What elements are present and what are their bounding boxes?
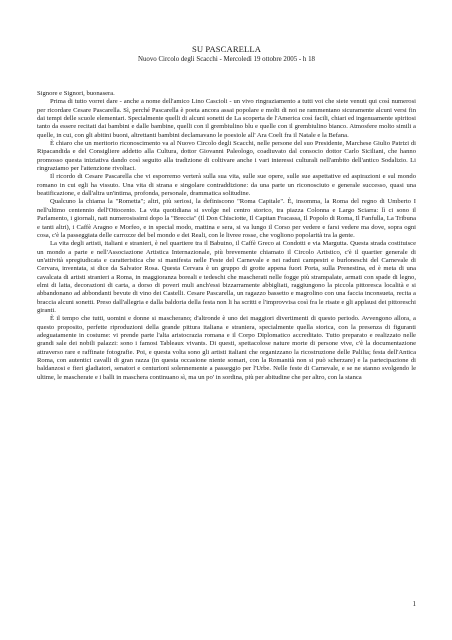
paragraph-6: È il tempo che tutti, uomini e donne si mascherano; d'altronde è uno dei maggiori divertimenti di questo periodo. Avvengono allora, a questo proposito, perfette riproduzioni della grande pittura italiana e straniera, specialmente quella storica, con la presenza di figuranti adeguatamente in costume: vi prende parte l'alta aristocrazia romana e il Corpo Diplomatico accreditato. Tutto preparato e realizzato nelle grandi sale dei nobili palazzi: sono i famosi Tableaux vivants. Di questi, spettacolose nature morte di persone vive, c'è la documentazione attraverso rare e raffinate fotografie. Poi, e questa volta sono gli artisti italiani che organizzano la ricostruzione delle Palilia; festa dell'Antica Roma, con autentici cavalli di gran razza (in questa occasione niente somari, con la Romanità non si può scherzare) e la partecipazione di baldanzosi e fieri gladiatori, senatori e centurioni solennemente a passeggio per l'Urbe. Nelle feste di Carnevale, e se ne stanno svolgendo le ultime, le mascherate e i balli in maschera continuano sì, ma un po' in sordina, più per abitudine che per altro, con la stanca [37,315,416,381]
document-title: SU PASCARELLA [191,44,262,54]
paragraph-2: È chiaro che un meritorio riconoscimento va al Nuovo Circolo degli Scacchi, nelle persone del suo Presidente, Marchese Giulio Patrizi di Ripacandida e del Consigliere addetto alla Cultura, dottor Giovanni Paleologo, coadiuvato dal consocio dottor Carlo Siciliani, che hanno promosso questa iniziativa dando così seguito alla tradizione di coltivare anche i vari interessi culturali nell'ambito dell'antico Sodalizio. Li ringraziamo per l'attenzione rivoltaci. [37,140,416,173]
paragraph-4: Qualcuno la chiama la "Rometta"; altri, più seriosi, la definiscono "Roma Capitale". È, insomma, la Roma del regno di Umberto I nell'ultimo centennio dell'Ottocento. La vita quotidiana si svolge nel centro storico, tra piazza Colonna e Largo Sciarra: lì ci sono il Parlamento, i giornali, nati numerosissimi dopo la "Breccia" (Il Don Chisciotte, Il Capitan Fracassa, Il Popolo di Roma, Il Fanfulla, La Tribuna e tanti altri), i Caffè Aragno e Morfeo, e in special modo, mattina e sera, si va lungo il Corso per vedere e farsi vedere ma dove, sopra ogni cosa, c'è la passeggiata delle carrozze del bel mondo e dei Reali, con le livree rosse, che vogliono popolarità tra la gente. [37,198,416,239]
document-body [37,90,416,382]
page-number: 1 [412,600,416,608]
paragraph-5: La vita degli artisti, italiani e stranieri, è nel quartiere tra il Babuino, il Caffè Greco ai Condotti e via Margutta. Questa strada costituisce un mondo a parte e nell'Associazione Artistica Internazionale, più brevemente chiamato il Circolo Artistico, c'è il quartier generale di un'attività spregiudicata e caratteristica che si manifesta nelle Feste del Carnevale e nei raduni campestri e burloneschi del Carnevale di Cervara, inventata, si dice da Salvator Rosa. Questa Cervara è un gruppo di grotte appena fuori Porta, sulla Prenestina, ed è meta di una cavalcata di artisti stranieri a Roma, in maggioranza boreali e tedeschi che mascherati nelle fogge più strampalate, armati con spade di legno, elmi di latta, decorazioni di carta, a dorso di poveri muli anch'essi bizzarramente abbigliati, raggiungono la piccola pittoresca località e si abbandonano ad abbondanti bevute di vino dei Castelli. Cesare Pascarella, un ragazzo bassetto e magrolino con una faccia inconsueta, recita a braccia alcuni sonetti. Preso dall'allegria e dalla baldoria della festa non li ha scritti e l'improvvisa così fra le risate e gli applausi dei pittoreschi giranti. [37,240,416,314]
paragraph-1: Prima di tutto vorrei dare - anche a nome dell'amico Lino Cascioli - un vivo ringraziamento a tutti voi che siete venuti qui così numerosi per ricordare Cesare Pascarella. Sì, perché Pascarella è poeta ancora assai popolare e molti di noi ne rammentano sicuramente alcuni versi fin dai tempi delle scuole elementari. Specialmente quelli di alcuni sonetti de La scoperta de l'America così facili, chiari ed ingenuamente spiritosi tanto da essere recitati dai bambini e dalle bambine, quelli con il grembiulino blu e quelle con il grembiulino bianco. Atmosfere molto simili a quelle, in cui, con gli abitini buoni, altrettanti bambini declamavano le poesiole all' Ara Coeli fra il Natale e la Befana. [37,98,416,139]
paragraph-3: Il ricordo di Cesare Pascarella che vi esporremo verterà sulla sua vita, sulle sue opere, sulle sue aspettative ed aspirazioni e sul mondo romano in cui egli ha vissuto. Una vita di strana e singolare contraddizione: da una parte un riconosciuto e generale successo, quasi una beatificazione, e dall'altra un'intima, profonda, personale, drammatica solitudine. [37,173,416,198]
greeting-line: Signore e Signori, buonasera. [37,90,115,97]
document-subtitle: Nuovo Circolo degli Scacchi - Mercoledì 19 ottobre 2005 - h 18 [137,56,315,63]
title-block [37,44,416,64]
